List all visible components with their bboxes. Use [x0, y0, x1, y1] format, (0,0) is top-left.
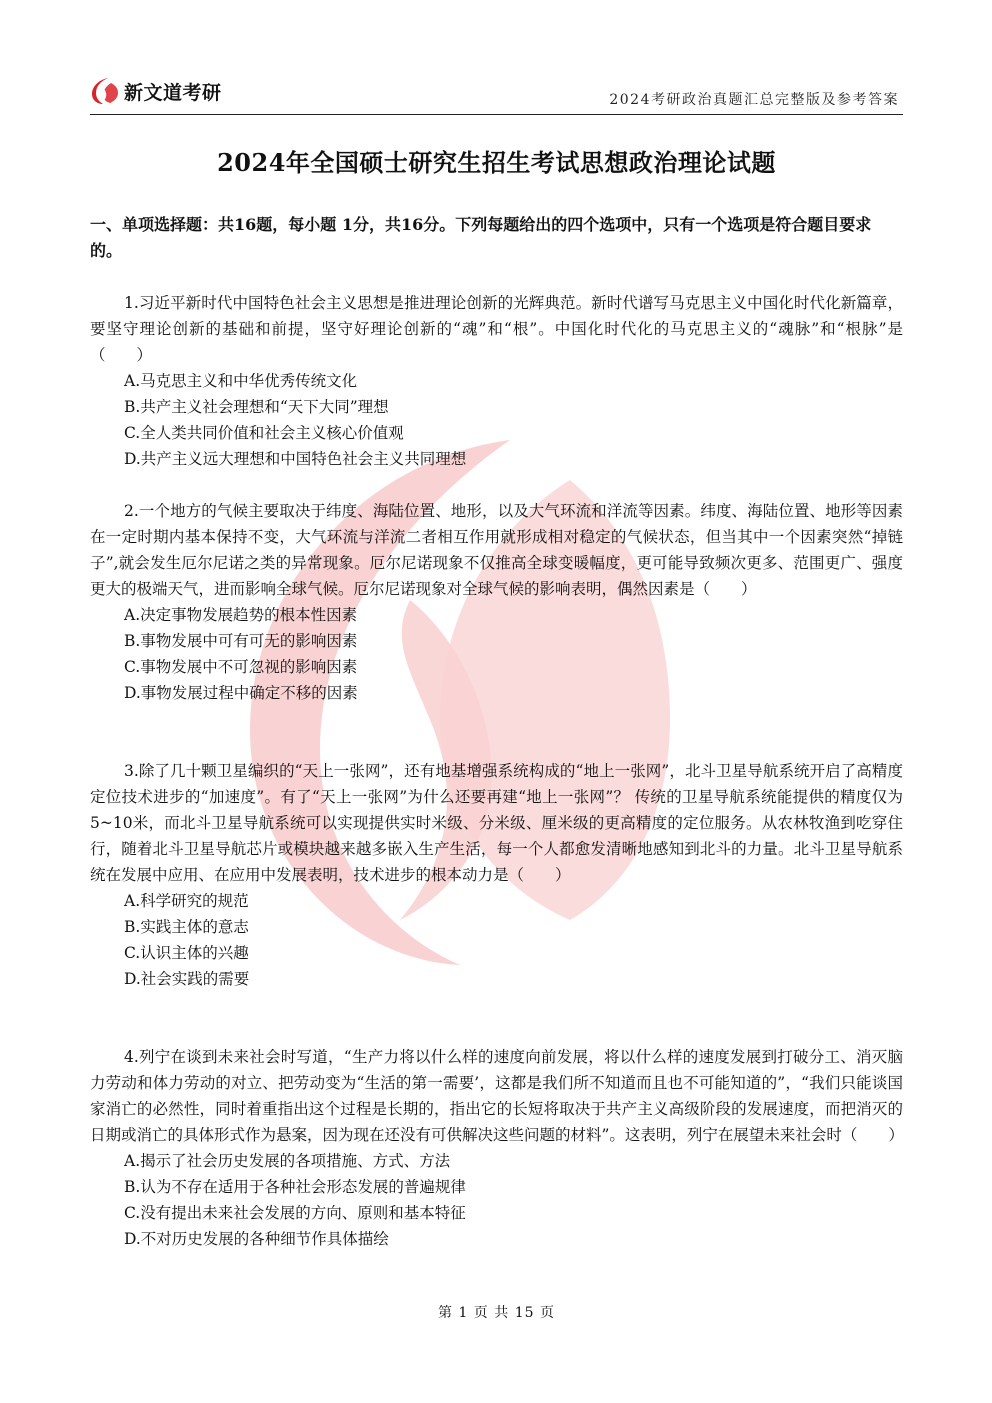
question-stem: 1.习近平新时代中国特色社会主义思想是推进理论创新的光辉典范。新时代谱写马克思主义中国化时代化新篇章，要坚守理论创新的基础和前提，坚守好理论创新的“魂”和“根”。中国化时代化的马克思主义的“魂脉”和“根脉”是（ ）: [90, 294, 903, 364]
question-4: [90, 1044, 903, 1252]
option-c: C.全人类共同价值和社会主义核心价值观: [124, 424, 404, 442]
question-stem: 2.一个地方的气候主要取决于纬度、海陆位置、地形，以及大气环流和洋流等因素。纬度、海陆位置、地形等因素在一定时期内基本保持不变，大气环流与洋流二者相互作用就形成相对稳定的气候状态，但当其中一个因素突然“掉链子”,就会发生厄尔尼诺之类的异常现象。厄尔尼诺现象不仅推高全球变暖幅度，更可能导致频次更多、范围更广、强度更大的极端天气，进而影响全球气候。厄尔尼诺现象对全球气候的影响表明，偶然因素是（ ）: [90, 502, 903, 598]
page-number: 第 1 页 共 15 页: [438, 1305, 555, 1321]
option-c: C.认识主体的兴趣: [124, 944, 249, 962]
option-c: C.没有提出未来社会发展的方向、原则和基本特征: [124, 1204, 466, 1222]
document-series-title: 2024考研政治真题汇总完整版及参考答案: [609, 92, 899, 108]
section-heading: 一、单项选择题：共16题，每小题 1分，共16分。下列每题给出的四个选项中，只有一个选项是符合题目要求的。: [90, 215, 872, 260]
option-b: B.事物发展中可有可无的影响因素: [124, 632, 358, 650]
document-title: 2024年全国硕士研究生招生考试思想政治理论试题: [217, 148, 776, 177]
option-d: D.社会实践的需要: [124, 970, 250, 988]
flame-logo-icon: [90, 76, 120, 106]
page-header: [90, 72, 903, 115]
option-list: [90, 1148, 903, 1252]
option-d: D.共产主义远大理想和中国特色社会主义共同理想: [124, 450, 467, 468]
brand-logo: [90, 76, 222, 106]
question-stem: 3.除了几十颗卫星编织的“天上一张网”，还有地基增强系统构成的“地上一张网”，北斗卫星导航系统开启了高精度定位技术进步的“加速度”。有了“天上一张网”为什么还要再建“地上一张网”？ 传统的卫星导航系统能提供的精度仅为 5~10米，而北斗卫星导航系统可以实现提供实时米级、分米级、厘米级的更高精度的定位服务。从农林牧渔到吃穿住行，随着北斗卫星导航芯片或模块越来越多嵌入生产生活，每一个人都愈发清晰地感知到北斗的力量。北斗卫星导航系统在发展中应用、在应用中发展表明，技术进步的根本动力是（ ）: [90, 762, 903, 884]
option-b: B.认为不存在适用于各种社会形态发展的普遍规律: [124, 1178, 466, 1196]
option-a: A.决定事物发展趋势的根本性因素: [124, 606, 358, 624]
option-a: A.揭示了社会历史发展的各项措施、方式、方法: [124, 1152, 451, 1170]
option-list: [90, 888, 903, 992]
question-3: [90, 758, 903, 992]
option-list: [90, 602, 903, 706]
question-1: [90, 290, 903, 472]
question-2: [90, 498, 903, 706]
option-a: A.马克思主义和中华优秀传统文化: [124, 372, 358, 390]
option-d: D.不对历史发展的各种细节作具体描绘: [124, 1230, 389, 1248]
question-stem: 4.列宁在谈到未来社会时写道，“生产力将以什么样的速度向前发展，将以什么样的速度发展到打破分工、消灭脑力劳动和体力劳动的对立、把劳动变为“生活的第一需要’，这都是我们所不知道而且也不可能知道的”，“我们只能谈国家消亡的必然性，同时着重指出这个过程是长期的，指出它的长短将取决于共产主义高级阶段的发展速度，而把消灭的日期或消亡的具体形式作为悬案，因为现在还没有可供解决这些问题的材料”。这表明，列宁在展望未来社会时（ ）: [90, 1048, 904, 1144]
brand-name: 新文道考研: [124, 81, 222, 104]
option-a: A.科学研究的规范: [124, 892, 249, 910]
option-b: B.共产主义社会理想和“天下大同”理想: [124, 398, 389, 416]
option-list: [90, 368, 903, 472]
option-c: C.事物发展中不可忽视的影响因素: [124, 658, 358, 676]
option-b: B.实践主体的意志: [124, 918, 249, 936]
option-d: D.事物发展过程中确定不移的因素: [124, 684, 358, 702]
